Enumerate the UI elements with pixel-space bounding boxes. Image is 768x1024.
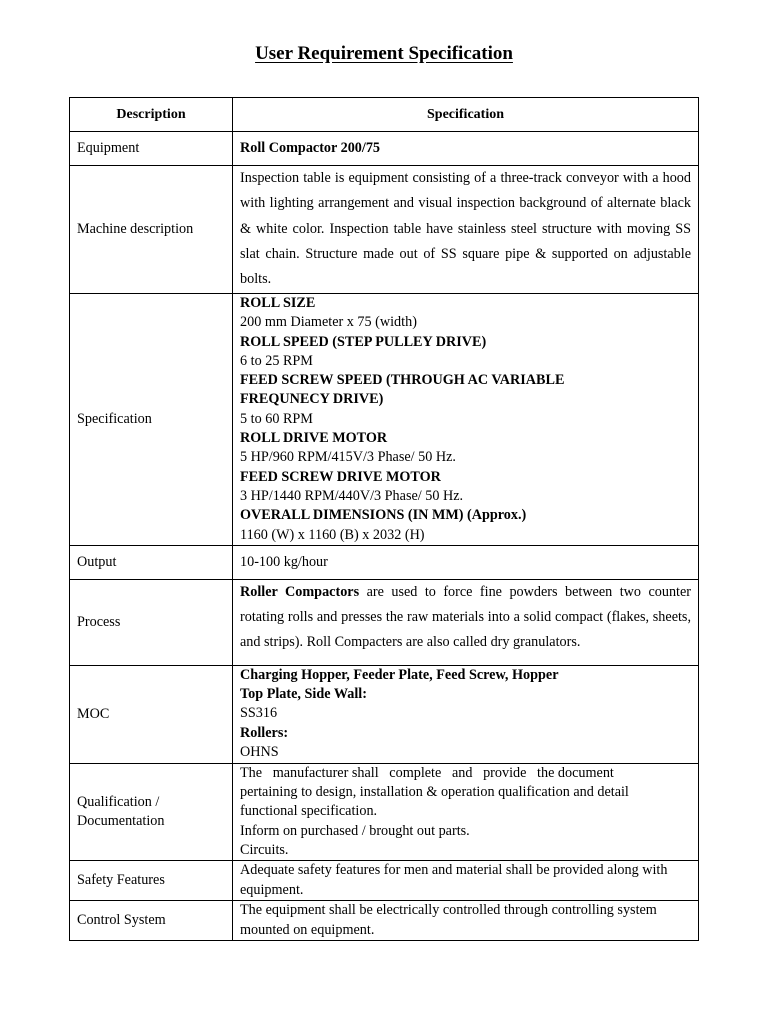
qualification-line-3: functional specification. — [240, 803, 378, 820]
row-label-safety: Safety Features — [70, 861, 233, 901]
table-row-equipment — [70, 132, 699, 166]
row-label-specification: Specification — [70, 294, 233, 546]
moc-line-3: SS316 — [240, 705, 278, 722]
row-label-qualification — [70, 763, 233, 860]
safety-value: Adequate safety features for men and material shall be provided along with equipment. — [233, 861, 699, 901]
table-row-control — [70, 901, 699, 941]
feed-screw-speed-value: 5 to 60 RPM — [240, 410, 313, 427]
control-value: The equipment shall be electrically controlled through controlling system mounted on equipment. — [233, 901, 699, 941]
row-label-moc: MOC — [70, 665, 233, 763]
row-label-machine-description: Machine description — [70, 166, 233, 294]
moc-line-4: Rollers: — [240, 724, 289, 741]
machine-description-value: Inspection table is equipment consisting of a three-track conveyor with a hood with lighting arrangement and visual inspection background of alternate black & white color. Inspection table have stainless steel structure with moving SS slat chain. Structure made out of SS square pipe & supported on adjustable bolts. — [233, 166, 699, 294]
qualification-label-line-1: Qualification / — [77, 794, 160, 811]
table-row-qualification — [70, 763, 699, 860]
header-specification: Specification — [233, 98, 699, 132]
table-row-moc — [70, 665, 699, 763]
qualification-details — [233, 763, 699, 860]
equipment-value: Roll Compactor 200/75 — [233, 132, 699, 166]
table-row-machine-description — [70, 166, 699, 294]
row-label-output: Output — [70, 545, 233, 579]
row-label-process: Process — [70, 579, 233, 665]
row-label-equipment: Equipment — [70, 132, 233, 166]
qualification-line-4: Inform on purchased / brought out parts. — [240, 822, 470, 839]
table-row-specification — [70, 294, 699, 546]
moc-line-2: Top Plate, Side Wall: — [240, 686, 367, 703]
process-value — [233, 579, 699, 665]
overall-dimensions-value: 1160 (W) x 1160 (B) x 2032 (H) — [240, 526, 425, 543]
qualification-line-1: The manufacturer shall complete and provide the document — [240, 764, 614, 781]
qualification-label-line-2: Documentation — [77, 813, 165, 830]
roll-speed-value: 6 to 25 RPM — [240, 352, 313, 369]
moc-line-5: OHNS — [240, 744, 279, 761]
feed-screw-speed-heading: FEED SCREW SPEED (THROUGH AC VARIABLE FREQUNECY DRIVE) — [240, 372, 565, 408]
feed-screw-drive-motor-value: 3 HP/1440 RPM/440V/3 Phase/ 50 Hz. — [240, 487, 464, 504]
process-bold-lead: Roller Compactors — [240, 583, 360, 600]
feed-screw-drive-motor-heading: FEED SCREW DRIVE MOTOR — [240, 468, 441, 485]
requirements-table — [69, 97, 699, 941]
specification-details — [233, 294, 699, 546]
overall-dimensions-heading: OVERALL DIMENSIONS (IN MM) (Approx.) — [240, 507, 527, 524]
output-value: 10-100 kg/hour — [233, 545, 699, 579]
process-text: are used to force fine powders between two counter rotating rolls and presses the raw materials into a solid compact (flakes, sheets, and strips). Roll Compacters are also called dry granulators. — [240, 583, 691, 651]
qualification-line-5: Circuits. — [240, 842, 289, 859]
document-title: User Requirement Specification — [255, 43, 513, 64]
roll-size-heading: ROLL SIZE — [240, 295, 316, 311]
roll-drive-motor-value: 5 HP/960 RPM/415V/3 Phase/ 50 Hz. — [240, 449, 456, 466]
moc-line-1: Charging Hopper, Feeder Plate, Feed Screw, Hopper — [240, 666, 559, 683]
qualification-line-2: pertaining to design, installation & operation qualification and detail — [240, 784, 629, 801]
moc-details — [233, 665, 699, 763]
roll-speed-heading: ROLL SPEED (STEP PULLEY DRIVE) — [240, 333, 487, 350]
table-row-safety — [70, 861, 699, 901]
table-header-row — [70, 98, 699, 132]
roll-size-value: 200 mm Diameter x 75 (width) — [240, 314, 417, 331]
row-label-control: Control System — [70, 901, 233, 941]
roll-drive-motor-heading: ROLL DRIVE MOTOR — [240, 430, 388, 447]
table-row-output — [70, 545, 699, 579]
table-row-process — [70, 579, 699, 665]
header-description: Description — [70, 98, 233, 132]
